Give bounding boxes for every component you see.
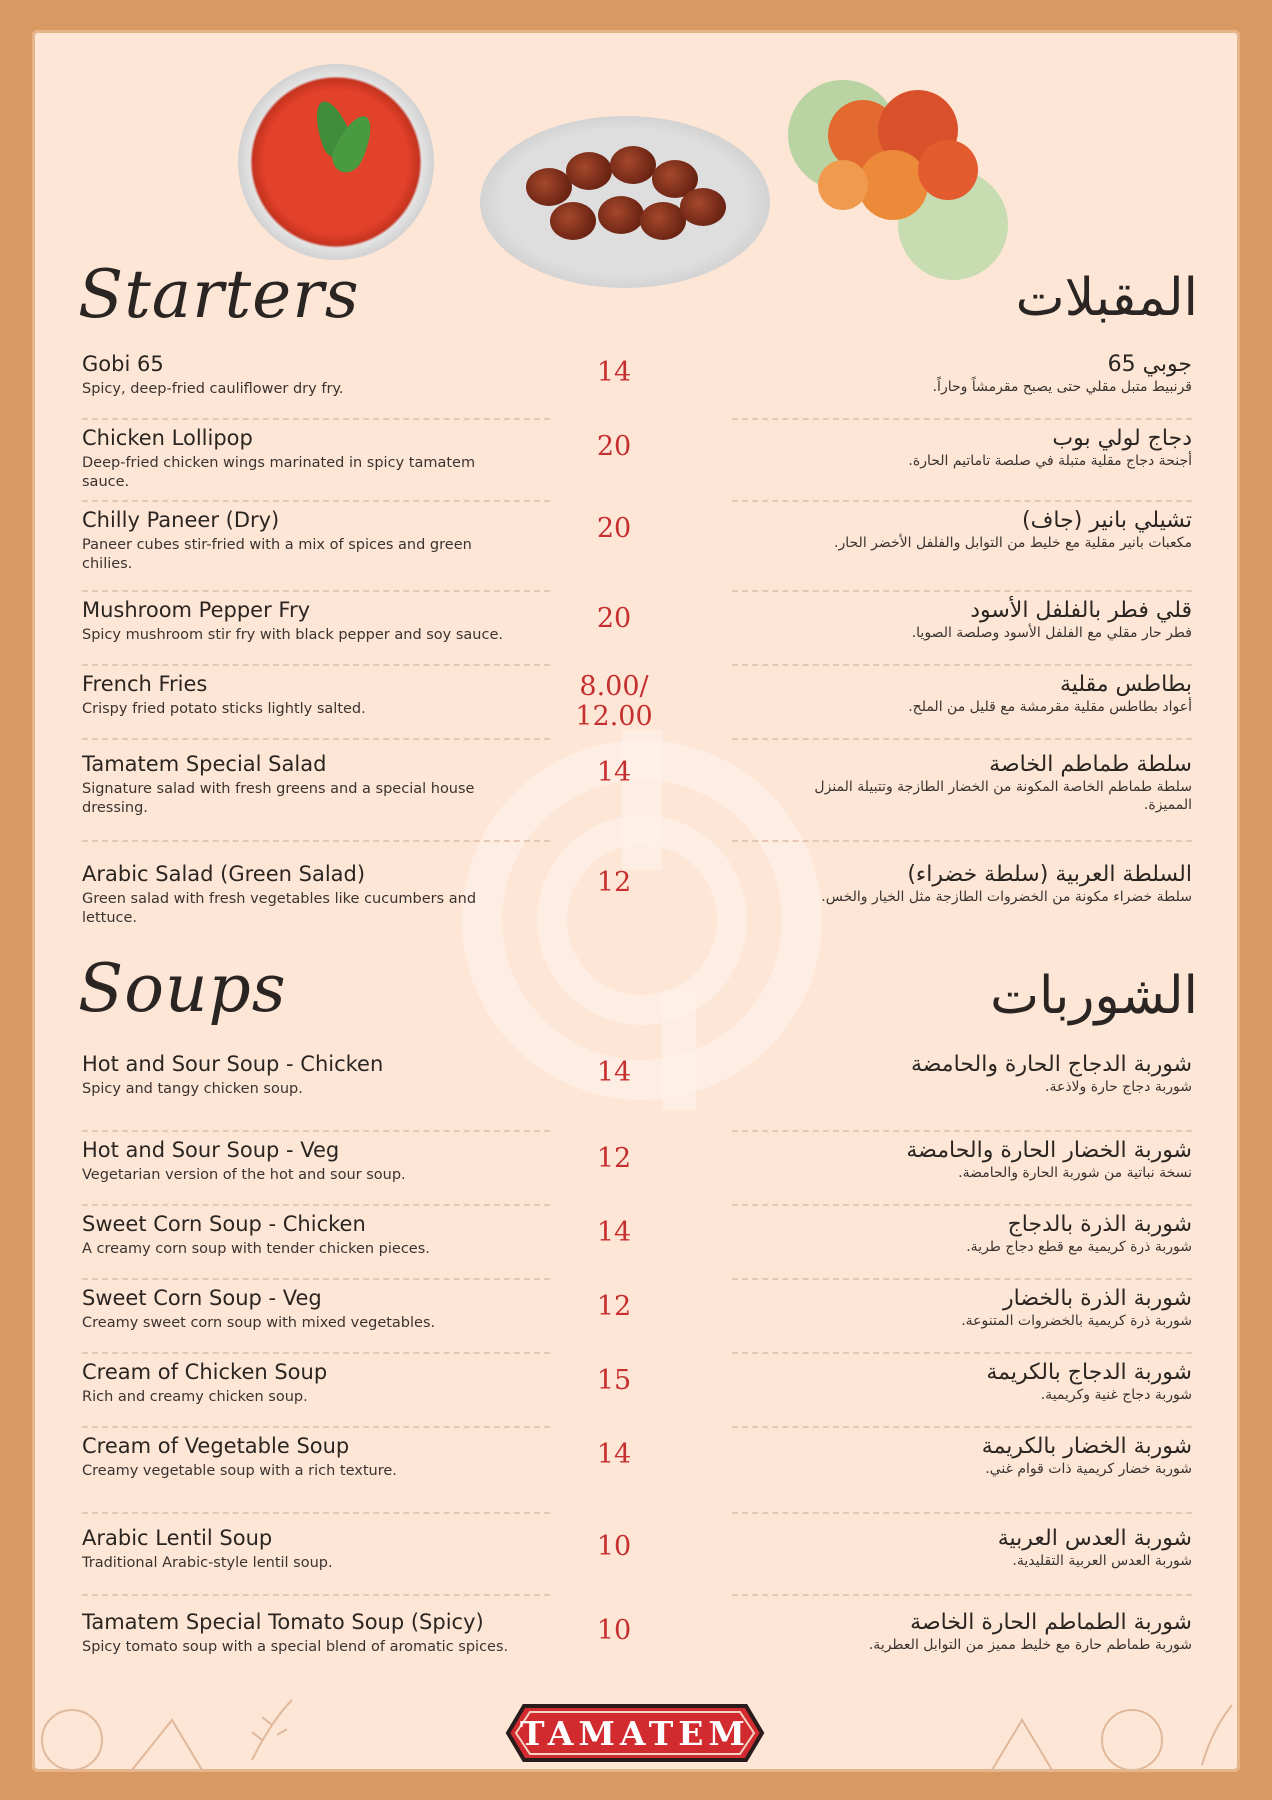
item-description: Spicy and tangy chicken soup.	[82, 1081, 303, 1097]
item-name: Cream of Vegetable Soup	[82, 1434, 350, 1458]
divider	[82, 1130, 550, 1132]
section-title-soups: Soups	[78, 950, 287, 1027]
item-description-ar: شوربة العدس العربية التقليدية.	[1012, 1553, 1192, 1569]
item-name: French Fries	[82, 672, 208, 696]
decorative-sketch-icon	[32, 1680, 332, 1772]
item-description-ar: شوربة دجاج حارة ولاذعة.	[1045, 1079, 1192, 1095]
item-price: 12	[596, 867, 632, 898]
item-name: Chicken Lollipop	[82, 426, 253, 450]
item-description: Spicy tomato soup with a special blend of aromatic spices.	[82, 1639, 509, 1655]
item-description: Spicy, deep-fried cauliflower dry fry.	[82, 381, 344, 397]
item-description: Green salad with fresh vegetables like cucumbers and lettuce.	[82, 891, 477, 926]
item-price: 14	[596, 1217, 632, 1248]
item-name-ar: تشيلي بانير (جاف)	[1022, 508, 1192, 533]
item-description-ar: شوربة دجاج غنية وكريمية.	[1040, 1387, 1192, 1403]
item-name: Hot and Sour Soup - Veg	[82, 1138, 340, 1162]
item-price: 20	[596, 431, 632, 462]
item-price: 20	[596, 513, 632, 544]
item-name-ar: شوربة الطماطم الحارة الخاصة	[910, 1610, 1192, 1635]
item-description-ar: فطر حار مقلي مع الفلفل الأسود وصلصة الصويا.	[911, 625, 1192, 641]
item-description-ar: سلطة طماطم الخاصة المكونة من الخضار الطازجة وتتبيلة المنزل المميزة.	[814, 779, 1192, 813]
item-description: Deep-fried chicken wings marinated in spicy tamatem sauce.	[82, 455, 476, 490]
item-description-ar: قرنبيط متبل مقلي حتى يصبح مقرمشاً وحاراً.	[932, 379, 1192, 395]
item-description-ar: أعواد بطاطس مقلية مقرمشة مع قليل من الملح.	[908, 699, 1192, 715]
item-description: Creamy sweet corn soup with mixed vegetables.	[82, 1315, 436, 1331]
item-name-ar: دجاج لولي بوب	[1052, 426, 1192, 451]
item-description: Signature salad with fresh greens and a special house dressing.	[82, 781, 475, 816]
item-description-ar: سلطة خضراء مكونة من الخضروات الطازجة مثل الخيار والخس.	[821, 889, 1192, 905]
item-name: Cream of Chicken Soup	[82, 1360, 328, 1384]
divider	[82, 1278, 550, 1280]
item-name: Tamatem Special Tomato Soup (Spicy)	[82, 1610, 484, 1634]
item-description-ar: شوربة طماطم حارة مع خليط مميز من التوابل العطرية.	[868, 1637, 1192, 1653]
divider	[82, 664, 550, 666]
item-price: 10	[596, 1615, 632, 1646]
item-description-ar: أجنحة دجاج مقلية متبلة في صلصة تاماتيم الحارة.	[908, 453, 1192, 469]
section-title-starters-ar: المقبلات	[1015, 268, 1198, 328]
item-description: A creamy corn soup with tender chicken pieces.	[82, 1241, 430, 1257]
tomato-soup-illustration	[238, 64, 434, 260]
item-name: Arabic Salad (Green Salad)	[82, 862, 366, 886]
item-description-ar: شوربة ذرة كريمية بالخضروات المتنوعة.	[961, 1313, 1192, 1329]
item-name: Sweet Corn Soup - Veg	[82, 1286, 322, 1310]
divider	[732, 664, 1192, 666]
item-name-ar: شوربة الذرة بالدجاج	[1007, 1212, 1192, 1237]
item-name: Gobi 65	[82, 352, 164, 376]
divider	[732, 1278, 1192, 1280]
divider	[732, 418, 1192, 420]
divider	[82, 500, 550, 502]
divider	[732, 1130, 1192, 1132]
divider	[732, 1352, 1192, 1354]
item-name-ar: شوربة الدجاج الحارة والحامضة	[910, 1052, 1192, 1077]
section-title-starters: Starters	[78, 256, 360, 333]
item-name: Chilly Paneer (Dry)	[82, 508, 280, 532]
item-price: 14	[596, 357, 632, 388]
item-price: 8.00/ 12.00	[575, 671, 653, 732]
divider	[732, 840, 1192, 842]
item-name-ar: شوربة الذرة بالخضار	[1003, 1286, 1192, 1311]
item-description: Crispy fried potato sticks lightly salted.	[82, 701, 366, 717]
item-price: 15	[596, 1365, 632, 1396]
divider	[82, 590, 550, 592]
item-name-ar: بطاطس مقلية	[1059, 672, 1192, 697]
item-name: Arabic Lentil Soup	[82, 1526, 273, 1550]
item-price: 12	[596, 1143, 632, 1174]
item-description-ar: شوربة ذرة كريمية مع قطع دجاج طرية.	[966, 1239, 1192, 1255]
item-description: Spicy mushroom stir fry with black pepper and soy sauce.	[82, 627, 504, 643]
item-name-ar: شوربة الخضار بالكريمة	[981, 1434, 1192, 1459]
section-title-soups-ar: الشوربات	[990, 966, 1198, 1026]
decorative-sketch-icon	[952, 1680, 1240, 1772]
divider	[82, 1204, 550, 1206]
item-price: 20	[596, 603, 632, 634]
item-name-ar: شوربة العدس العربية	[997, 1526, 1192, 1551]
item-name-ar: شوربة الخضار الحارة والحامضة	[906, 1138, 1192, 1163]
item-description: Traditional Arabic-style lentil soup.	[82, 1555, 333, 1571]
item-description-ar: مكعبات بانير مقلية مع خليط من التوابل والفلفل الأخضر الحار.	[834, 535, 1192, 551]
divider	[732, 1512, 1192, 1514]
item-name: Sweet Corn Soup - Chicken	[82, 1212, 366, 1236]
divider	[732, 1204, 1192, 1206]
divider	[82, 1512, 550, 1514]
divider	[82, 1594, 550, 1596]
item-price: 14	[596, 1439, 632, 1470]
item-price: 10	[596, 1531, 632, 1562]
item-description: Creamy vegetable soup with a rich texture.	[82, 1463, 397, 1479]
menu-page	[32, 30, 1240, 1772]
item-name-ar: السلطة العربية (سلطة خضراء)	[907, 862, 1192, 887]
divider	[82, 1352, 550, 1354]
item-description: Vegetarian version of the hot and sour soup.	[82, 1167, 406, 1183]
gobi-65-illustration	[778, 50, 1018, 290]
item-name-ar: شوربة الدجاج بالكريمة	[986, 1360, 1192, 1385]
item-description: Rich and creamy chicken soup.	[82, 1389, 308, 1405]
item-name-ar: قلي فطر بالفلفل الأسود	[970, 598, 1192, 623]
item-description: Paneer cubes stir-fried with a mix of spices and green chilies.	[82, 537, 472, 572]
divider	[82, 1426, 550, 1428]
item-description-ar: شوربة خضار كريمية ذات قوام غني.	[985, 1461, 1192, 1477]
item-price: 14	[596, 1057, 632, 1088]
item-description-ar: نسخة نباتية من شوربة الحارة والحامضة.	[958, 1165, 1192, 1181]
divider	[732, 738, 1192, 740]
item-name: Hot and Sour Soup - Chicken	[82, 1052, 384, 1076]
brand-name: TAMATEM	[520, 1714, 750, 1753]
divider	[732, 500, 1192, 502]
item-name: Tamatem Special Salad	[82, 752, 327, 776]
divider	[82, 840, 550, 842]
item-name-ar: جوبي 65	[1107, 352, 1192, 377]
divider	[82, 738, 550, 740]
item-price: 14	[596, 757, 632, 788]
item-name: Mushroom Pepper Fry	[82, 598, 311, 622]
divider	[732, 590, 1192, 592]
chicken-lollipop-illustration	[480, 116, 770, 288]
divider	[732, 1594, 1192, 1596]
item-price: 12	[596, 1291, 632, 1322]
item-name-ar: سلطة طماطم الخاصة	[989, 752, 1192, 777]
divider	[82, 418, 550, 420]
divider	[732, 1426, 1192, 1428]
